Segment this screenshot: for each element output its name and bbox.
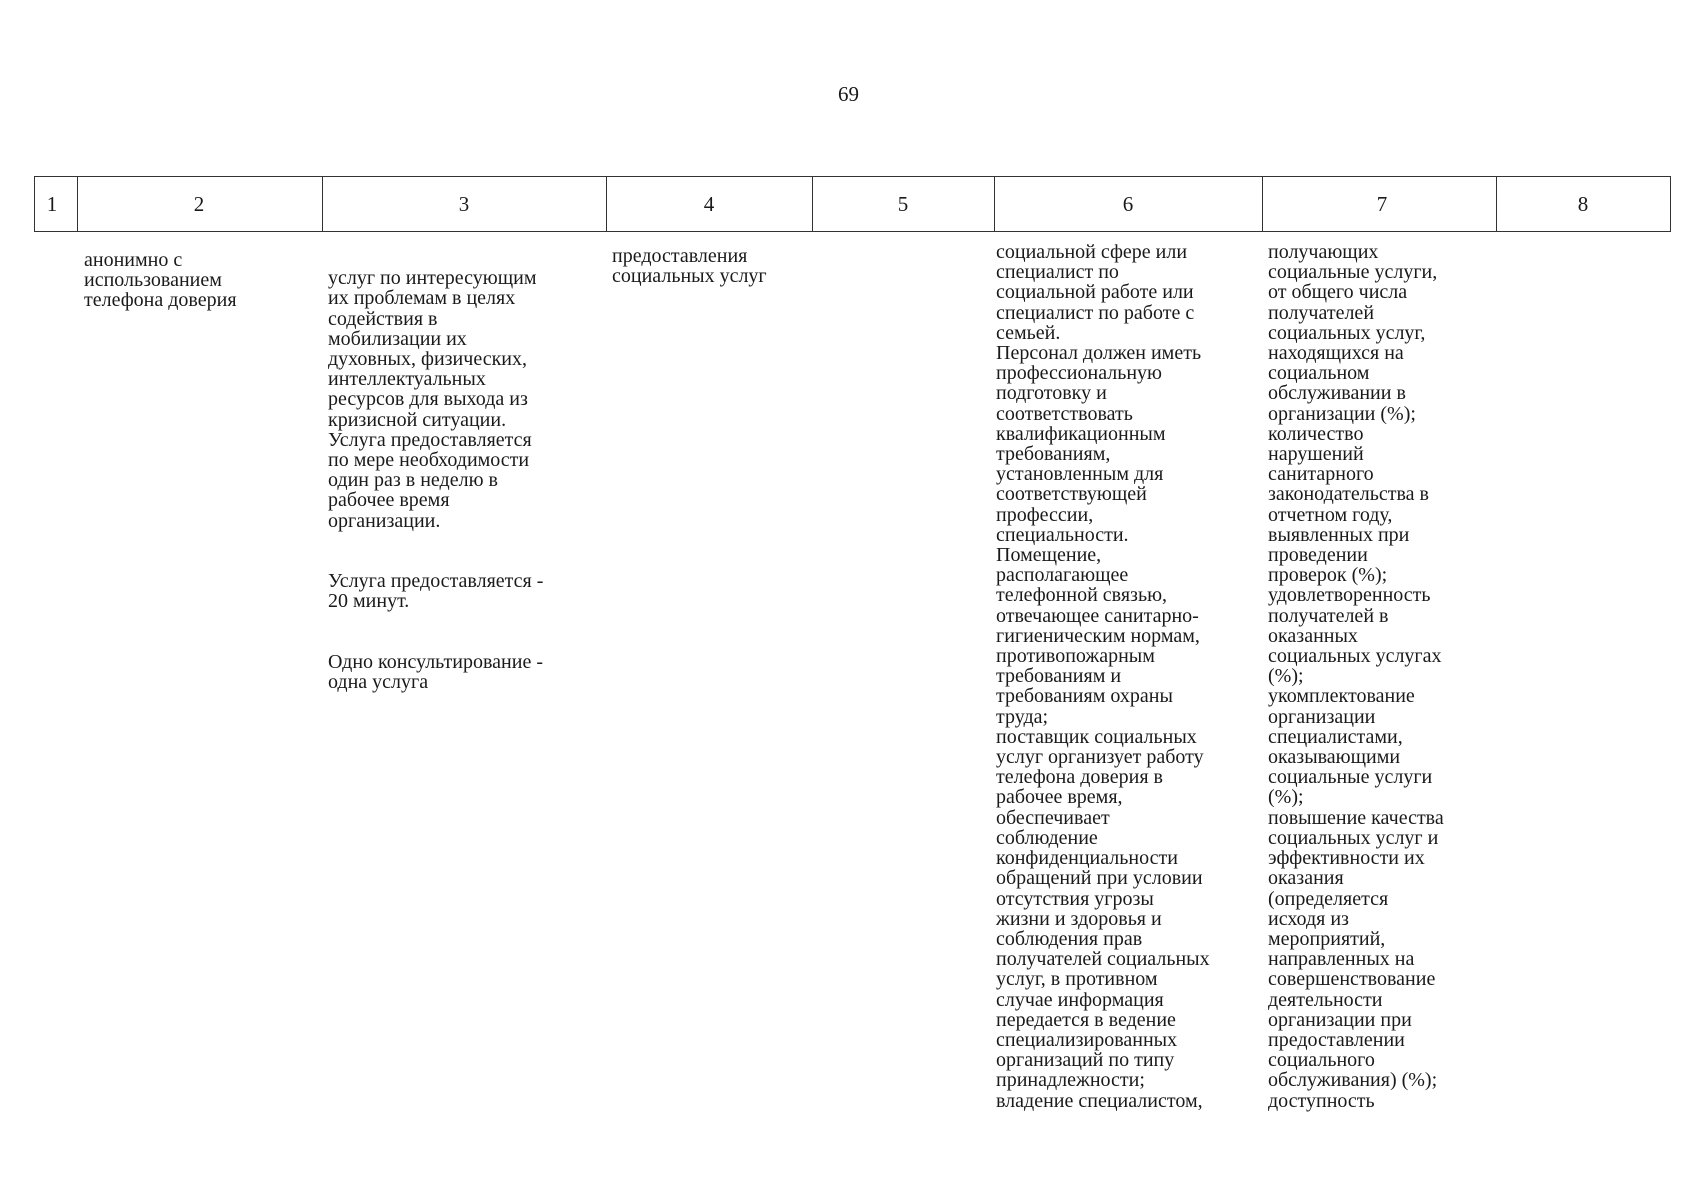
table-header-row xyxy=(34,176,1670,232)
column-header-7: 7 xyxy=(1376,192,1388,216)
cell-col-3 xyxy=(328,248,543,712)
table-border xyxy=(34,176,35,232)
cell-col-4: предоставления социальных услуг xyxy=(612,245,767,288)
page-number: 69 xyxy=(838,82,859,106)
cell-col-2: анонимно с использованием телефона доверия xyxy=(84,249,237,312)
column-header-6: 6 xyxy=(1122,192,1134,216)
column-divider xyxy=(1496,176,1497,232)
column-header-5: 5 xyxy=(897,192,909,216)
column-header-3: 3 xyxy=(458,192,470,216)
cell-col-3-paragraph: Одно консультирование - одна услуга xyxy=(328,650,543,693)
column-header-4: 4 xyxy=(703,192,715,216)
cell-col-3-paragraph: услуг по интересующим их проблемам в целях содействия в мобилизации их духовных, физических, интеллектуальных ресурсов для выхода из кризисной ситуации. Услуга предоставляется по мере необходимости один раз в неделю в рабочее время организации. xyxy=(328,267,537,532)
column-header-8: 8 xyxy=(1577,192,1589,216)
column-divider xyxy=(812,176,813,232)
column-divider xyxy=(77,176,78,232)
column-header-2: 2 xyxy=(193,192,205,216)
column-divider xyxy=(994,176,995,232)
table-border xyxy=(1670,176,1671,232)
column-divider xyxy=(322,176,323,232)
column-header-1: 1 xyxy=(46,192,58,216)
column-divider xyxy=(1262,176,1263,232)
column-divider xyxy=(606,176,607,232)
cell-col-7: получающих социальные услуги, от общего числа получателей социальных услуг, находящихся на социальном обслуживании в организации (%); количество нарушений санитарного законодательства в отчетном году, выявленных при проведении проверок (%); удовлетворенность получателей в оказанных социальных услугах (%); укомплектование организации специалистами, оказывающими социальные услуги (%); повышение качества социальных услуг и эффективности их оказания (определяется исходя из мероприятий, направленных на совершенствование деятельности организации при предоставлении социального обслуживания) (%); доступность xyxy=(1268,241,1444,1112)
cell-col-3-paragraph: Услуга предоставляется - 20 минут. xyxy=(328,570,544,613)
cell-col-6: социальной сфере или специалист по социальной работе или специалист по работе с семьей. Персонал должен иметь профессиональную подготовку и соответствовать квалификационным требованиям, установленным для соответствующей профессии, специальности. Помещение, располагающее телефонной связью, отвечающее санитарно- гигиеническим нормам, противопожарным требованиям и требованиям охраны труда; поставщик социальных услуг организует работу телефона доверия в рабочее время, обеспечивает соблюдение конфиденциальности обращений при условии отсутствия угрозы жизни и здоровья и соблюдения прав получателей социальных услуг, в противном случае информация передается в ведение специализированных организаций по типу принадлежности; владение специалистом, xyxy=(996,241,1210,1112)
